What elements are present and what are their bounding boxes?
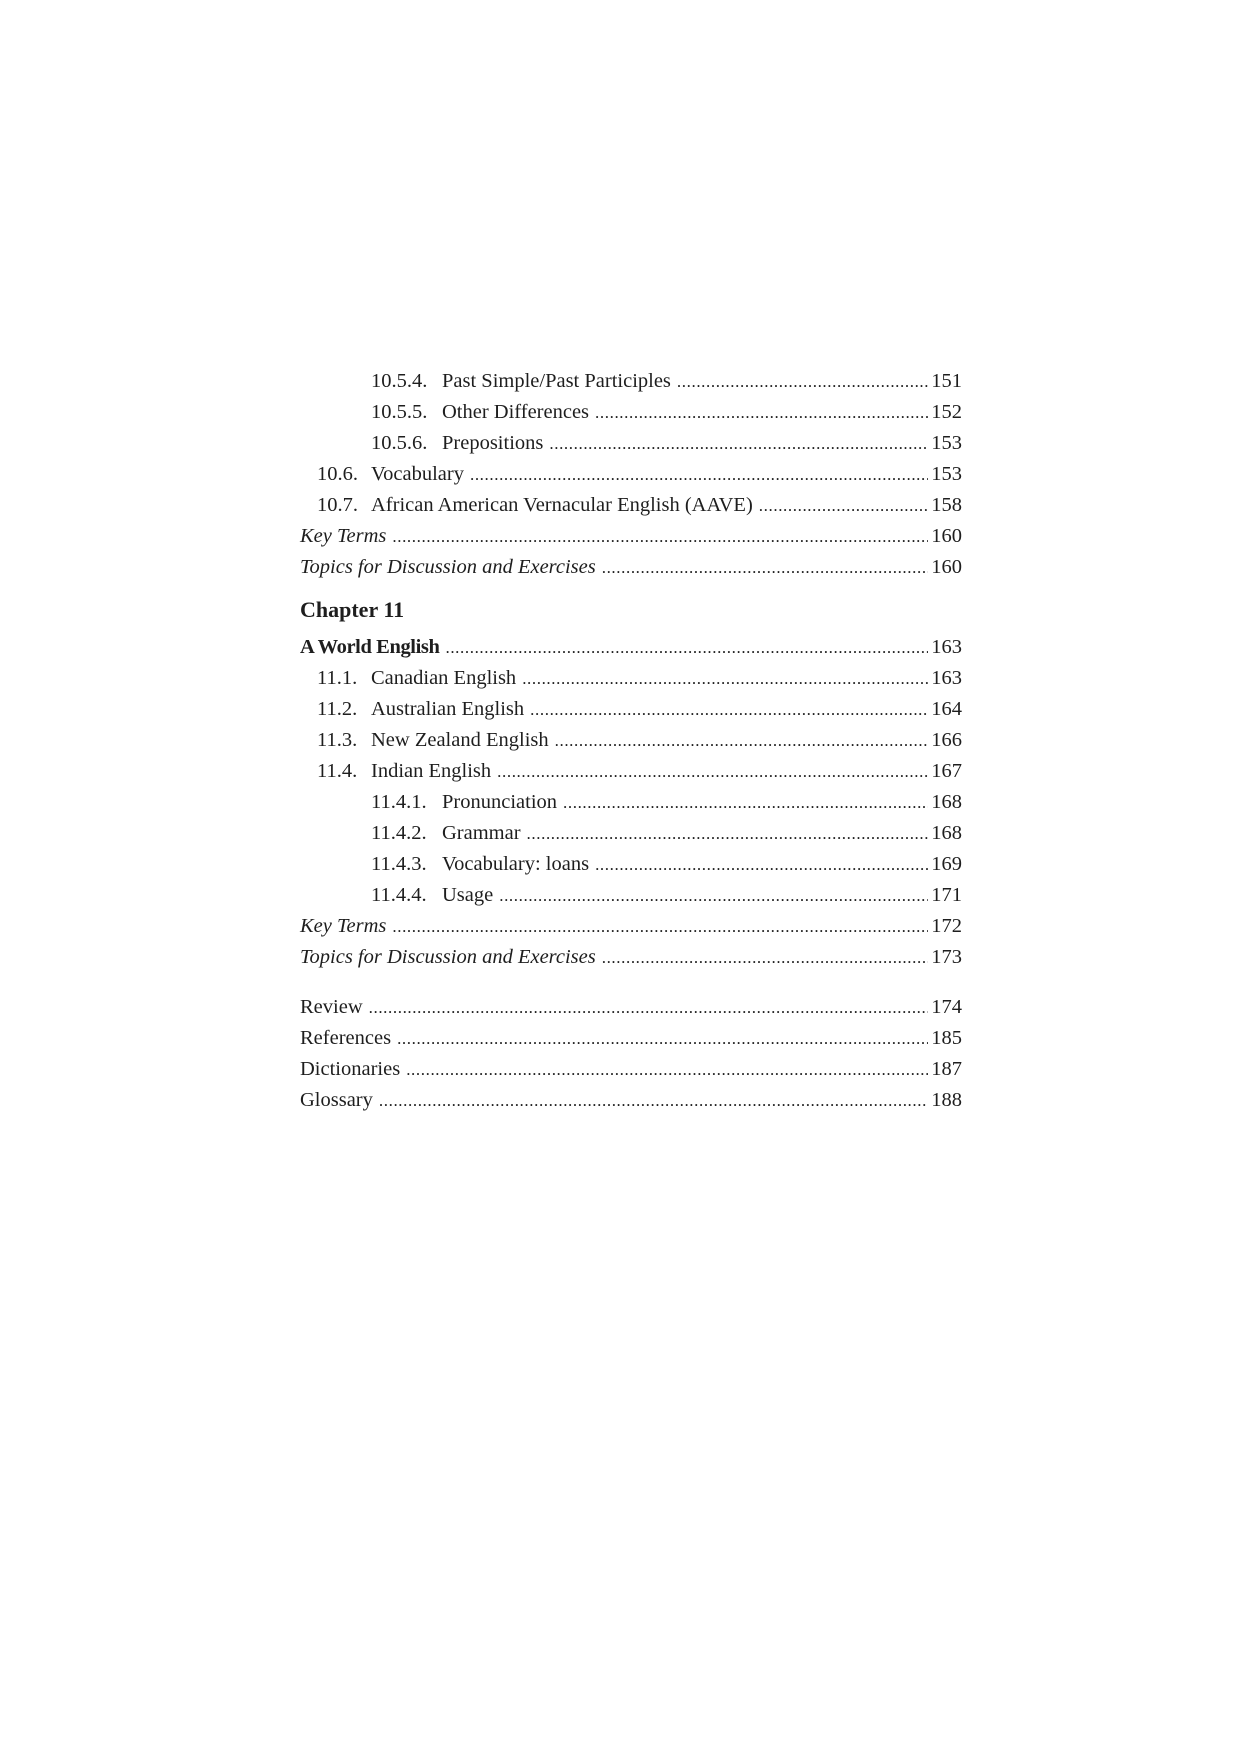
dot-leader [759, 490, 928, 521]
toc-entry-title: African American Vernacular English (AAVE) [371, 494, 753, 516]
dot-leader [470, 459, 928, 490]
toc-entry [300, 663, 962, 694]
toc-entry-title: Indian English [371, 760, 492, 782]
toc-entry-page-number: 153 [931, 463, 962, 485]
dot-leader [563, 787, 928, 818]
toc-entry-page-number: 151 [931, 370, 962, 392]
toc-entry-number: 11.2. [317, 698, 358, 720]
toc-entry-title: Grammar [442, 822, 521, 844]
dot-leader [397, 1023, 928, 1054]
toc-entry-title: Pronunciation [442, 791, 558, 813]
dot-leader [445, 632, 928, 663]
toc-entry-title: Review [300, 996, 363, 1018]
toc-entry-number: 11.4.2. [371, 822, 427, 844]
toc-entry-title: References [300, 1027, 392, 1049]
dot-leader [369, 992, 929, 1023]
toc-entry-title: Key Terms [300, 915, 387, 937]
toc-entry-title: Other Differences [442, 401, 590, 423]
toc-entry-title: Dictionaries [300, 1058, 401, 1080]
toc-entry-page-number: 174 [931, 996, 962, 1018]
toc-entry-page-number: 164 [931, 698, 962, 720]
toc-section-back-matter [300, 992, 962, 1116]
dot-leader [595, 397, 928, 428]
dot-leader [392, 521, 928, 552]
toc-entry-title: Key Terms [300, 525, 387, 547]
dot-leader [522, 663, 928, 694]
dot-leader [392, 911, 928, 942]
toc-entry-page-number: 187 [931, 1058, 962, 1080]
toc-entry [300, 849, 962, 880]
toc-entry [300, 490, 962, 521]
toc-entry-page-number: 173 [931, 946, 962, 968]
toc-entry [300, 521, 962, 552]
toc-entry [300, 366, 962, 397]
toc-entry-number: 10.5.6. [371, 432, 428, 454]
toc-entry [300, 397, 962, 428]
toc-entry-page-number: 166 [931, 729, 962, 751]
toc-entry [300, 756, 962, 787]
toc-entry-number: 10.5.4. [371, 370, 428, 392]
toc-entry-page-number: 167 [931, 760, 962, 782]
toc-entry-page-number: 168 [931, 822, 962, 844]
dot-leader [527, 818, 929, 849]
toc-entry-title: Usage [442, 884, 494, 906]
table-of-contents [300, 366, 962, 1116]
toc-entry [300, 552, 962, 583]
toc-entry-number: 10.7. [317, 494, 358, 516]
toc-entry-number: 11.4.4. [371, 884, 427, 906]
dot-leader [497, 756, 928, 787]
toc-entry-number: 10.5.5. [371, 401, 428, 423]
toc-entry-title: Prepositions [442, 432, 544, 454]
toc-entry [300, 459, 962, 490]
toc-entry [300, 1054, 962, 1085]
toc-entry [300, 942, 962, 973]
toc-entry [300, 1023, 962, 1054]
toc-entry-page-number: 160 [931, 556, 962, 578]
toc-entry-page-number: 185 [931, 1027, 962, 1049]
toc-entry-title: Topics for Discussion and Exercises [300, 946, 596, 968]
toc-entry-page-number: 153 [931, 432, 962, 454]
toc-entry-page-number: 168 [931, 791, 962, 813]
dot-leader [595, 849, 928, 880]
toc-entry-title: New Zealand English [371, 729, 549, 751]
toc-entry-title: Topics for Discussion and Exercises [300, 556, 596, 578]
toc-entry [300, 725, 962, 756]
toc-entry-page-number: 171 [931, 884, 962, 906]
toc-entry-title: Past Simple/Past Participles [442, 370, 671, 392]
dot-leader [602, 942, 929, 973]
toc-entry [300, 1085, 962, 1116]
toc-entry-title: Canadian English [371, 667, 517, 689]
toc-entry-number: 11.4.1. [371, 791, 427, 813]
toc-entry-number: 11.4.3. [371, 853, 427, 875]
toc-entry-page-number: 160 [931, 525, 962, 547]
toc-section-chapter-11 [300, 632, 962, 973]
toc-entry [300, 428, 962, 459]
toc-entry [300, 694, 962, 725]
toc-entry-page-number: 169 [931, 853, 962, 875]
toc-entry [300, 787, 962, 818]
dot-leader [677, 366, 928, 397]
toc-entry-page-number: 188 [931, 1089, 962, 1111]
dot-leader [555, 725, 929, 756]
toc-entry-title: Glossary [300, 1089, 373, 1111]
dot-leader [549, 428, 928, 459]
toc-entry-number: 11.1. [317, 667, 358, 689]
dot-leader [530, 694, 928, 725]
toc-entry-number: 11.3. [317, 729, 358, 751]
toc-entry [300, 632, 962, 663]
toc-entry [300, 880, 962, 911]
dot-leader [602, 552, 929, 583]
toc-entry [300, 818, 962, 849]
toc-section-chapter-10-continued [300, 366, 962, 583]
toc-entry-title: Vocabulary: loans [442, 853, 590, 875]
toc-entry-page-number: 163 [931, 667, 962, 689]
toc-entry [300, 911, 962, 942]
dot-leader [406, 1054, 928, 1085]
toc-entry-number: 11.4. [317, 760, 358, 782]
dot-leader [499, 880, 928, 911]
toc-entry-title: Vocabulary [371, 463, 464, 485]
toc-entry-page-number: 163 [931, 636, 962, 658]
toc-entry-page-number: 158 [931, 494, 962, 516]
toc-entry-number: 10.6. [317, 463, 358, 485]
toc-entry-title: Australian English [371, 698, 525, 720]
chapter-heading: Chapter 11 [300, 597, 405, 622]
dot-leader [379, 1085, 928, 1116]
toc-entry [300, 992, 962, 1023]
toc-entry-page-number: 152 [931, 401, 962, 423]
toc-entry-title: A World English [300, 636, 440, 658]
toc-entry-page-number: 172 [931, 915, 962, 937]
